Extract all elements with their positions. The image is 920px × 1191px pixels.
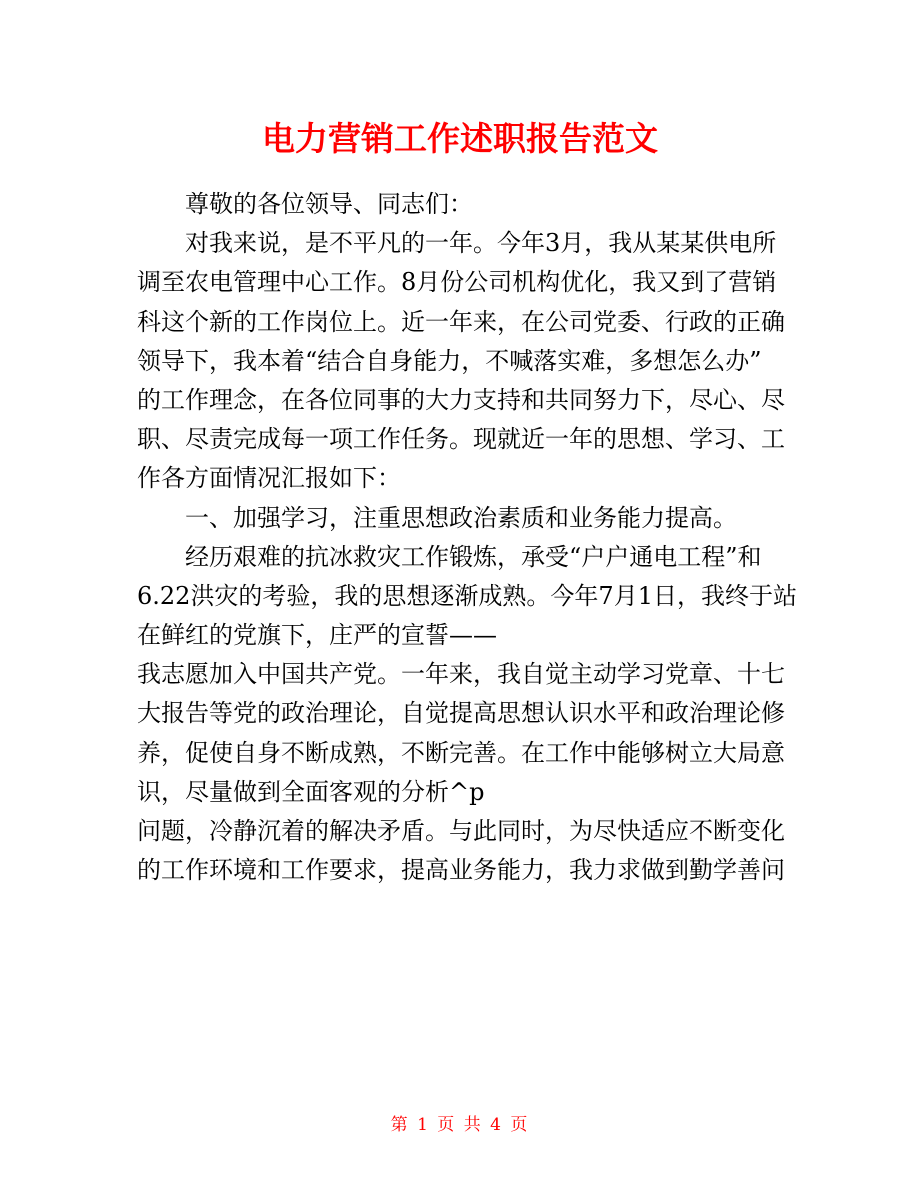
paragraph-line: 养，促使自身不断成熟，不断完善。在工作中能够树立大局意 (137, 738, 785, 767)
paragraph-line: 科这个新的工作岗位上。近一年来，在公司党委、行政的正确 (137, 307, 785, 336)
paragraph-line: 识，尽量做到全面客观的分析^p (137, 777, 485, 806)
paragraph-line: 对我来说，是不平凡的一年。今年3月，我从某某供电所 (185, 229, 777, 258)
page-number-footer: 第 1 页 共 4 页 (390, 1115, 530, 1135)
paragraph-line: 在鲜红的党旗下，庄严的宣誓—— (137, 621, 497, 650)
paragraph-line: 大报告等党的政治理论，自觉提高思想认识水平和政治理论修 (137, 699, 785, 728)
paragraph-line: 调至农电管理中心工作。8月份公司机构优化，我又到了营销 (137, 268, 777, 297)
document-title: 电力营销工作述职报告范文 (262, 119, 658, 158)
paragraph-line: 问题，冷静沉着的解决矛盾。与此同时，为尽快适应不断变化 (137, 817, 785, 845)
paragraph-line: 职、尽责完成每一项工作任务。现就近一年的思想、学习、工 (137, 425, 785, 454)
paragraph-line: 的工作理念，在各位同事的大力支持和共同努力下，尽心、尽 (137, 385, 785, 414)
paragraph-line: 的工作环境和工作要求，提高业务能力，我力求做到勤学善问 (137, 856, 785, 885)
paragraph-line: 我志愿加入中国共产党。一年来，我自觉主动学习党章、十七 (137, 660, 785, 689)
paragraph-line: 6.22洪灾的考验，我的思想逐渐成熟。今年7月1日，我终于站 (137, 581, 797, 610)
paragraph-line: 领导下，我本着“结合自身能力，不喊落实难，多想怎么办” (137, 346, 762, 375)
paragraph-line: 经历艰难的抗冰救灾工作锻炼，承受“户户通电工程”和 (185, 542, 762, 571)
paragraph-line: 作各方面情况汇报如下： (137, 464, 401, 493)
salutation-line: 尊敬的各位领导、同志们： (185, 190, 473, 218)
section-heading-line: 一、加强学习，注重思想政治素质和业务能力提高。 (185, 503, 737, 532)
document-body (137, 185, 797, 890)
